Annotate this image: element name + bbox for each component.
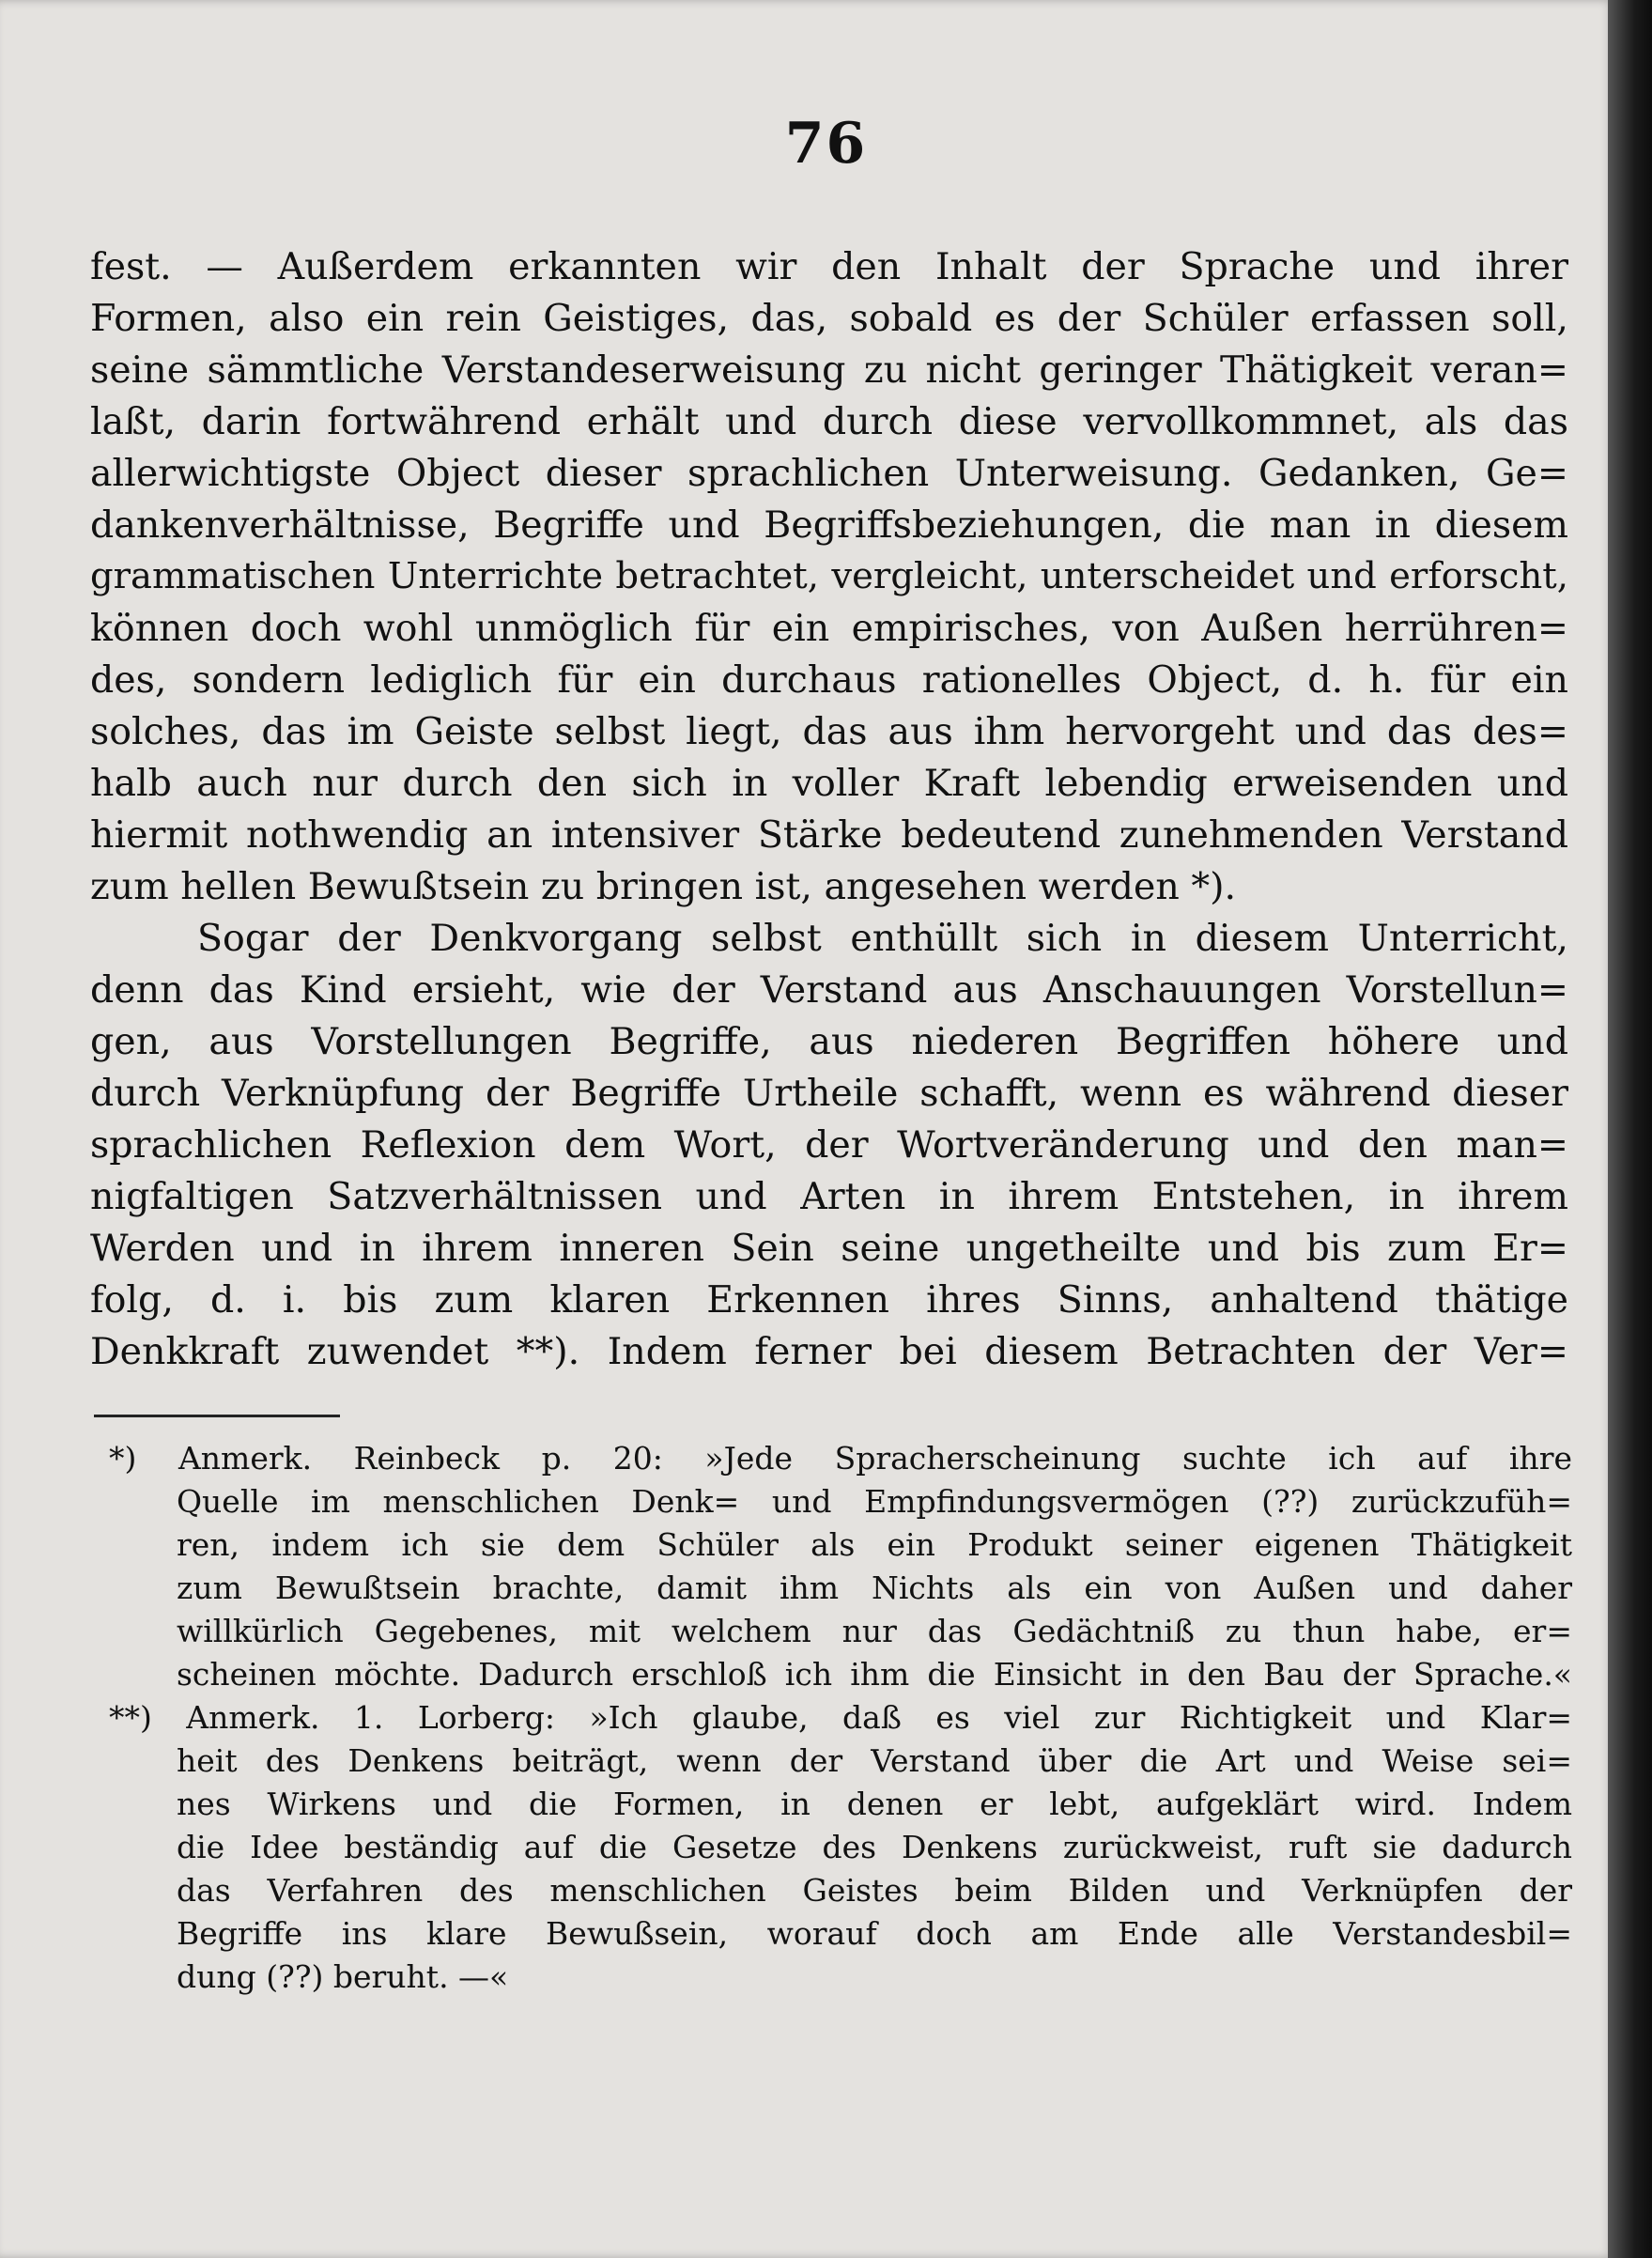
footnote-line: nes Wirkens und die Formen, in denen er lebt, aufgeklärt wird. Indem	[177, 1786, 1572, 1822]
text-line: zum hellen Bewußtsein zu bringen ist, angesehen werden *).	[90, 865, 1237, 908]
text-line: des, sondern lediglich für ein durchaus rationelles Object, d. h. für ein	[90, 658, 1568, 702]
text-line: sprachlichen Reflexion dem Wort, der Wortveränderung und den man=	[90, 1123, 1568, 1167]
text-line: halb auch nur durch den sich in voller Kraft lebendig erweisenden und	[90, 762, 1568, 805]
text-line: fest. — Außerdem erkannten wir den Inhalt der Sprache und ihrer	[90, 245, 1568, 288]
text-line: dankenverhältnisse, Begriffe und Begriffsbeziehungen, die man in diesem	[90, 503, 1568, 547]
footnote-line: heit des Denkens beiträgt, wenn der Verstand über die Art und Weise sei=	[177, 1742, 1572, 1779]
text-line: gen, aus Vorstellungen Begriffe, aus niederen Begriffen höhere und	[90, 1020, 1568, 1063]
text-line: können doch wohl unmöglich für ein empirisches, von Außen herrühren=	[90, 607, 1568, 650]
footnote-divider	[94, 1415, 340, 1417]
footnote-line: dung (??) beruht. —«	[177, 1958, 509, 1995]
text-line: folg, d. i. bis zum klaren Erkennen ihres Sinns, anhaltend thätige	[90, 1278, 1568, 1322]
page-number: 76	[784, 111, 868, 177]
text-line: seine sämmtliche Verstandeserweisung zu nicht geringer Thätigkeit veran=	[90, 348, 1568, 392]
footnote-line: ren, indem ich sie dem Schüler als ein Produkt seiner eigenen Thätigkeit	[177, 1526, 1572, 1563]
text-line: grammatischen Unterrichte betrachtet, vergleicht, unterscheidet und erforscht,	[90, 555, 1568, 597]
page-edge-shadow	[1608, 0, 1652, 2258]
text-line: Sogar der Denkvorgang selbst enthüllt sich in diesem Unterricht,	[197, 917, 1568, 960]
text-line: Werden und in ihrem inneren Sein seine ungetheilte und bis zum Er=	[90, 1227, 1568, 1270]
footnote-line: das Verfahren des menschlichen Geistes beim Bilden und Verknüpfen der	[177, 1872, 1572, 1909]
text-line: laßt, darin fortwährend erhält und durch diese vervollkommnet, als das	[90, 400, 1568, 443]
text-line: nigfaltigen Satzverhältnissen und Arten in ihrem Entstehen, in ihrem	[90, 1175, 1568, 1218]
footnote-line: die Idee beständig auf die Gesetze des Denkens zurückweist, ruft sie dadurch	[177, 1829, 1572, 1865]
footnote-line: Begriffe ins klare Bewußsein, worauf doch am Ende alle Verstandesbil=	[177, 1915, 1572, 1952]
text-line: durch Verknüpfung der Begriffe Urtheile schafft, wenn es während dieser	[90, 1072, 1568, 1115]
text-line: solches, das im Geiste selbst liegt, das aus ihm hervorgeht und das des=	[90, 710, 1568, 753]
text-line: denn das Kind ersieht, wie der Verstand aus Anschauungen Vorstellun=	[90, 968, 1568, 1012]
footnote-line: willkürlich Gegebenes, mit welchem nur das Gedächtniß zu thun habe, er=	[177, 1613, 1572, 1649]
text-line: Denkkraft zuwendet **). Indem ferner bei diesem Betrachten der Ver=	[90, 1330, 1568, 1373]
footnote-line: **) Anmerk. 1. Lorberg: »Ich glaube, daß es viel zur Richtigkeit und Klar=	[109, 1699, 1572, 1736]
footnote-line: Quelle im menschlichen Denk= und Empfindungsvermögen (??) zurückzufüh=	[177, 1483, 1572, 1520]
text-line: allerwichtigste Object dieser sprachlichen Unterweisung. Gedanken, Ge=	[90, 452, 1568, 495]
footnote-line: *) Anmerk. Reinbeck p. 20: »Jede Spracherscheinung suchte ich auf ihre	[109, 1440, 1572, 1477]
text-line: Formen, also ein rein Geistiges, das, sobald es der Schüler erfassen soll,	[90, 297, 1568, 340]
footnote-line: zum Bewußtsein brachte, damit ihm Nichts als ein von Außen und daher	[177, 1570, 1572, 1606]
text-line: hiermit nothwendig an intensiver Stärke bedeutend zunehmenden Verstand	[90, 813, 1568, 857]
footnote-line: scheinen möchte. Dadurch erschloß ich ihm die Einsicht in den Bau der Sprache.«	[177, 1656, 1572, 1693]
